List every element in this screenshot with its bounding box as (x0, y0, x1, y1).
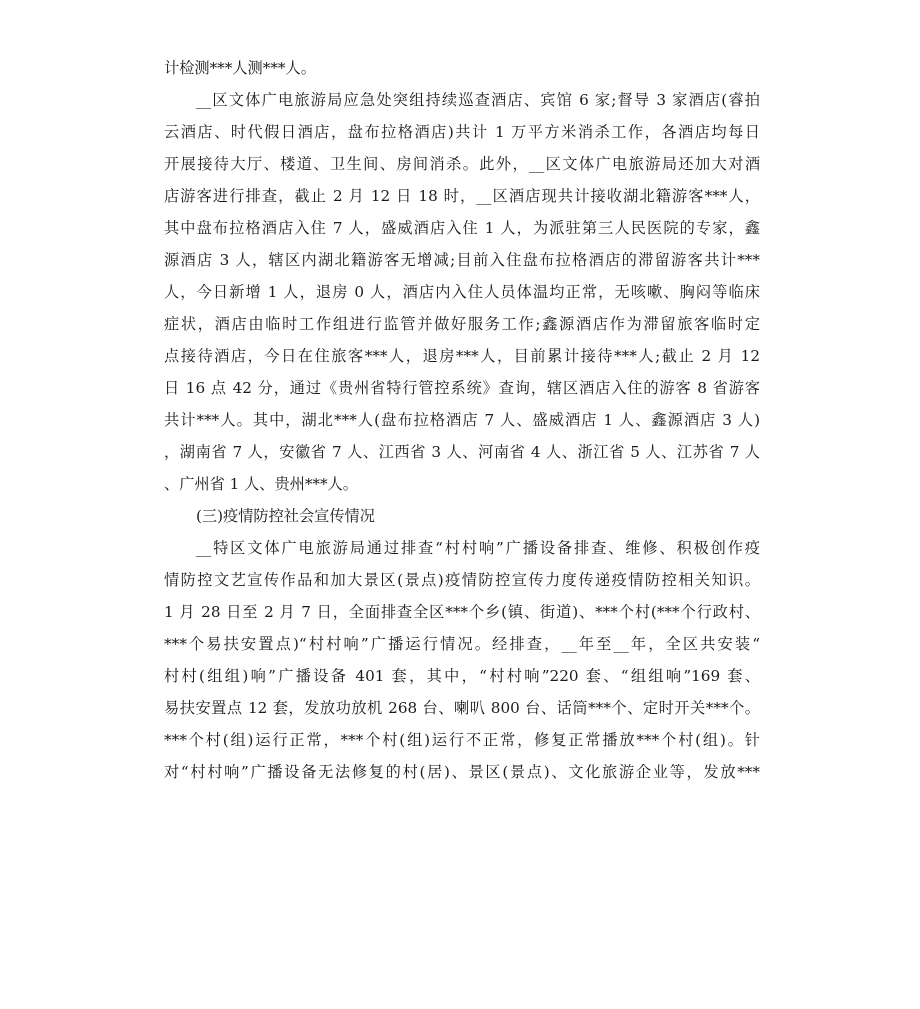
text-line: 其中盘布拉格酒店入住 7 人，盛威酒店入住 1 人，为派驻第三人民医院的专家，鑫 (164, 219, 760, 237)
text-line: ***个村(组)运行正常，***个村(组)运行不正常，修复正常播放***个村(组)。针 (164, 731, 760, 749)
text-line: 共计***人。其中，湖北***人(盘布拉格酒店 7 人、盛威酒店 1 人、鑫源酒店 3 人) (164, 411, 760, 429)
paragraph-broadcast-publicity (164, 532, 760, 788)
text-line: ，湖南省 7 人，安徽省 7 人、江西省 3 人、河南省 4 人、浙江省 5 人、江苏省 7 人 (164, 443, 760, 461)
text-line: __特区文体广电旅游局通过排查“村村响”广播设备排查、维修、积极创作疫 (196, 539, 760, 557)
paragraph-hotel-inspection (164, 84, 760, 500)
text-line: __区文体广电旅游局应急处突组持续巡查酒店、宾馆 6 家;督导 3 家酒店(睿拍 (196, 91, 760, 109)
text-line: 情防控文艺宣传作品和加大景区(景点)疫情防控宣传力度传递疫情防控相关知识。 (164, 571, 760, 589)
text-line: 人，今日新增 1 人，退房 0 人，酒店内入住人员体温均正常，无咳嗽、胸闷等临床 (164, 283, 760, 301)
text-line: 、广州省 1 人、贵州***人。 (164, 475, 358, 493)
text-line: 1 月 28 日至 2 月 7 日，全面排查全区***个乡(镇、街道)、***个村(***个行政村、 (164, 603, 760, 621)
text-line: 店游客进行排查，截止 2 月 12 日 18 时，__区酒店现共计接收湖北籍游客***人， (164, 187, 760, 205)
text-line: 计检测***人测***人。 (164, 59, 316, 77)
text-line: 易扶安置点 12 套，发放功放机 268 台、喇叭 800 台、话筒***个、定时开关***个。 (164, 699, 760, 717)
text-line: 开展接待大厅、楼道、卫生间、房间消杀。此外，__区文体广电旅游局还加大对酒 (164, 155, 760, 173)
document-page (164, 52, 760, 788)
text-line: 云酒店、时代假日酒店，盘布拉格酒店)共计 1 万平方米消杀工作，各酒店均每日 (164, 123, 760, 141)
text-line: ***个易扶安置点)“村村响”广播运行情况。经排查，__年至__年，全区共安装“ (164, 635, 760, 653)
text-line: 日 16 点 42 分，通过《贵州省特行管控系统》查询，辖区酒店入住的游客 8 省游客 (164, 379, 760, 397)
text-line: 症状，酒店由临时工作组进行监管并做好服务工作;鑫源酒店作为滞留旅客临时定 (164, 315, 760, 333)
text-line: 点接待酒店，今日在住旅客***人，退房***人，目前累计接待***人;截止 2 月 12 (164, 347, 760, 365)
paragraph-continuation (164, 52, 760, 84)
section-heading (164, 500, 760, 532)
text-line: 源酒店 3 人，辖区内湖北籍游客无增减;目前入住盘布拉格酒店的滞留游客共计*** (164, 251, 760, 269)
text-line: 对“村村响”广播设备无法修复的村(居)、景区(景点)、文化旅游企业等，发放*** (164, 763, 760, 781)
text-line: 村村(组组)响”广播设备 401 套，其中，“村村响”220 套、“组组响”169 套、 (164, 667, 760, 685)
section-heading-text: (三)疫情防控社会宣传情况 (196, 507, 375, 525)
